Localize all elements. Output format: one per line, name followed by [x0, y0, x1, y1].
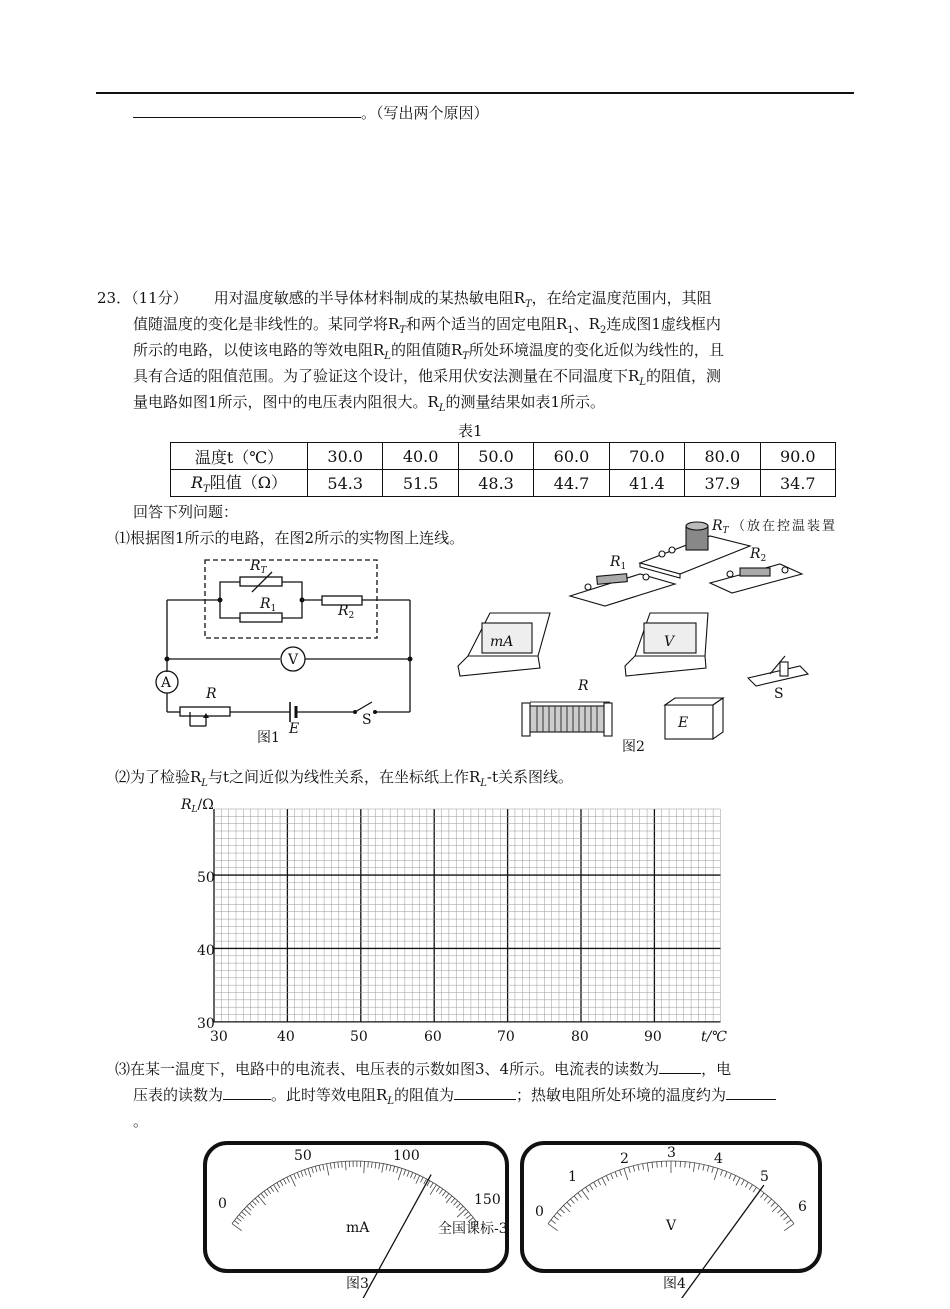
meter3-caption: 图3 [346, 1276, 369, 1292]
q23-line-4: 具有合适的阻值范围。为了验证这个设计，他采用伏安法测量在不同温度下$R_L$的阻值，测 [133, 367, 721, 388]
svg-text:R2: $R_2$ [338, 603, 355, 621]
svg-text:RL/Ω: $R_L/\Omega$ [181, 797, 214, 815]
resist-cell: 34.7 [760, 470, 835, 497]
meter4-tick-label: 4 [714, 1151, 723, 1167]
part3-line-2: 压表的读数为 。此时等效电阻$R_L$的阻值为 ；热敏电阻所处环境的温度约为 [133, 1082, 776, 1115]
temp-cell: 80.0 [685, 443, 760, 470]
q23-line-3: 所示的电路，以使该电路的等效电阻$R_L$的阻值随$R_T$所处环境温度的变化近似为线性的，且 [133, 341, 724, 362]
part2-text: ⑵为了检验$R_L$与t之间近似为线性关系，在坐标纸上作$R_L-t$关系图线。 [115, 768, 574, 789]
answer-blank-current[interactable] [659, 1073, 701, 1074]
svg-text:R1: $R_1$ [610, 554, 627, 572]
svg-text:S: S [774, 686, 784, 702]
svg-text:V: V [664, 634, 675, 650]
dial-tick [342, 1162, 343, 1168]
meter3-tick-label: 100 [393, 1148, 420, 1164]
x-tick-label: 90 [644, 1029, 662, 1045]
question-score: （11分） [131, 289, 188, 307]
svg-text:E: E [678, 715, 689, 731]
meter4-tick-label: 2 [620, 1151, 629, 1167]
resist-cell: 37.9 [685, 470, 760, 497]
svg-text:E: E [289, 721, 300, 737]
y-tick-label: 30 [197, 1016, 215, 1032]
x-tick-label: 60 [424, 1029, 442, 1045]
x-tick-label: 50 [350, 1029, 368, 1045]
svg-text:R1: $R_1$ [260, 596, 277, 614]
rheostat-R [180, 707, 230, 716]
x-tick-label: 40 [277, 1029, 295, 1045]
y-tick-label: 50 [197, 870, 215, 886]
row-label-temperature: 温度t（℃） [171, 443, 308, 470]
q23-line-5: 量电路如图1所示，图中的电压表内阻很大。$R_L$的测量结果如表1所示。 [133, 393, 606, 414]
dial-tick [657, 1162, 658, 1168]
meter4-caption: 图4 [663, 1276, 686, 1292]
meter4-tick-label: 3 [667, 1145, 676, 1161]
svg-text:RT: $R_T$ [250, 558, 267, 576]
top-rule [96, 92, 854, 94]
svg-text:R: R [206, 686, 217, 702]
question-number: 23． [97, 289, 132, 307]
temp-cell: 90.0 [760, 443, 835, 470]
svg-text:A: A [161, 675, 172, 691]
answer-intro: 回答下列问题： [133, 503, 239, 521]
resistor-R2-body [740, 568, 770, 576]
svg-text:mA: mA [490, 634, 514, 650]
answer-blank-voltage[interactable] [223, 1099, 271, 1100]
x-tick-label: 80 [571, 1029, 589, 1045]
meter3-tick-label: 150 [474, 1192, 501, 1208]
resist-cell: 54.3 [308, 470, 383, 497]
table-row-resistance [171, 470, 836, 497]
meter3-unit: mA [346, 1220, 370, 1236]
part3-line-1: ⑶在某一温度下，电路中的电流表、电压表的示数如图3、4所示。电流表的读数为 ，电 [115, 1060, 732, 1078]
x-axis-label: t/℃ [701, 1029, 728, 1045]
resistor-R1 [240, 613, 282, 622]
answer-blank[interactable] [133, 117, 361, 118]
dial-tick [685, 1162, 686, 1168]
svg-text:R: R [578, 678, 589, 694]
meter4-tick-label: 6 [798, 1199, 807, 1215]
meter4-tick-label: 0 [535, 1204, 544, 1220]
table-caption: 表1 [458, 422, 483, 440]
dial-tick [345, 1161, 346, 1170]
temp-cell: 70.0 [609, 443, 684, 470]
temp-cell: 40.0 [383, 443, 458, 470]
resist-cell: 51.5 [383, 470, 458, 497]
row-label-resistance: $R_T$阻值（Ω） [171, 470, 308, 497]
prev-question-blank-line: 。（写出两个原因） [133, 100, 489, 126]
meter3-tick-label: 50 [294, 1148, 312, 1164]
switch-base [748, 666, 808, 686]
resist-cell: 44.7 [534, 470, 609, 497]
svg-text:S: S [362, 712, 372, 728]
answer-blank-resistance[interactable] [454, 1099, 516, 1100]
temp-cell: 60.0 [534, 443, 609, 470]
resistor-RT [240, 577, 282, 586]
table-row-temperature [171, 443, 836, 470]
meter4-tick-label: 5 [760, 1169, 769, 1185]
battery [665, 705, 713, 739]
meter3-tick-label: 0 [218, 1196, 227, 1212]
temp-cell: 50.0 [458, 443, 533, 470]
svg-text:RT: $R_T$ [712, 518, 729, 536]
q23-line-1: 23．（11分） 用对温度敏感的半导体材料制成的某热敏电阻$R_T$，在给定温度范围内，其阻 [97, 289, 712, 310]
figure1-circuit [150, 552, 425, 752]
temp-cell: 30.0 [308, 443, 383, 470]
resist-cell: 41.4 [609, 470, 684, 497]
part3-line-3: 。 [133, 1112, 149, 1130]
svg-text:图1: 图1 [257, 730, 280, 746]
graph-paper [175, 793, 745, 1048]
answer-blank-temperature[interactable] [726, 1099, 776, 1100]
svg-text:V: V [288, 652, 299, 668]
part1-text: ⑴根据图1所示的电路，在图2所示的实物图上连线。 [115, 529, 465, 547]
x-tick-label: 30 [210, 1029, 228, 1045]
svg-text:R2: $R_2$ [750, 546, 767, 564]
meter4-unit: V [666, 1218, 677, 1234]
x-tick-label: 70 [497, 1029, 515, 1045]
y-tick-label: 40 [197, 943, 215, 959]
data-table [170, 442, 836, 497]
svg-text:（放在控温装置: （放在控温装置 [732, 519, 838, 534]
meter4-tick-label: 1 [568, 1169, 577, 1185]
svg-text:图2: 图2 [622, 739, 645, 755]
dashed-box [205, 560, 377, 638]
figure2-apparatus [440, 508, 870, 758]
q23-line-2: 值随温度的变化是非线性的。某同学将$R_T$和两个适当的固定电阻$R_1$、$R_2$连成图1虚线框内 [133, 315, 721, 336]
dial-tick [368, 1162, 369, 1168]
resist-cell: 48.3 [458, 470, 533, 497]
figure4-voltmeter [518, 1138, 838, 1298]
page-footer: 全国课标-3 [438, 1221, 508, 1237]
